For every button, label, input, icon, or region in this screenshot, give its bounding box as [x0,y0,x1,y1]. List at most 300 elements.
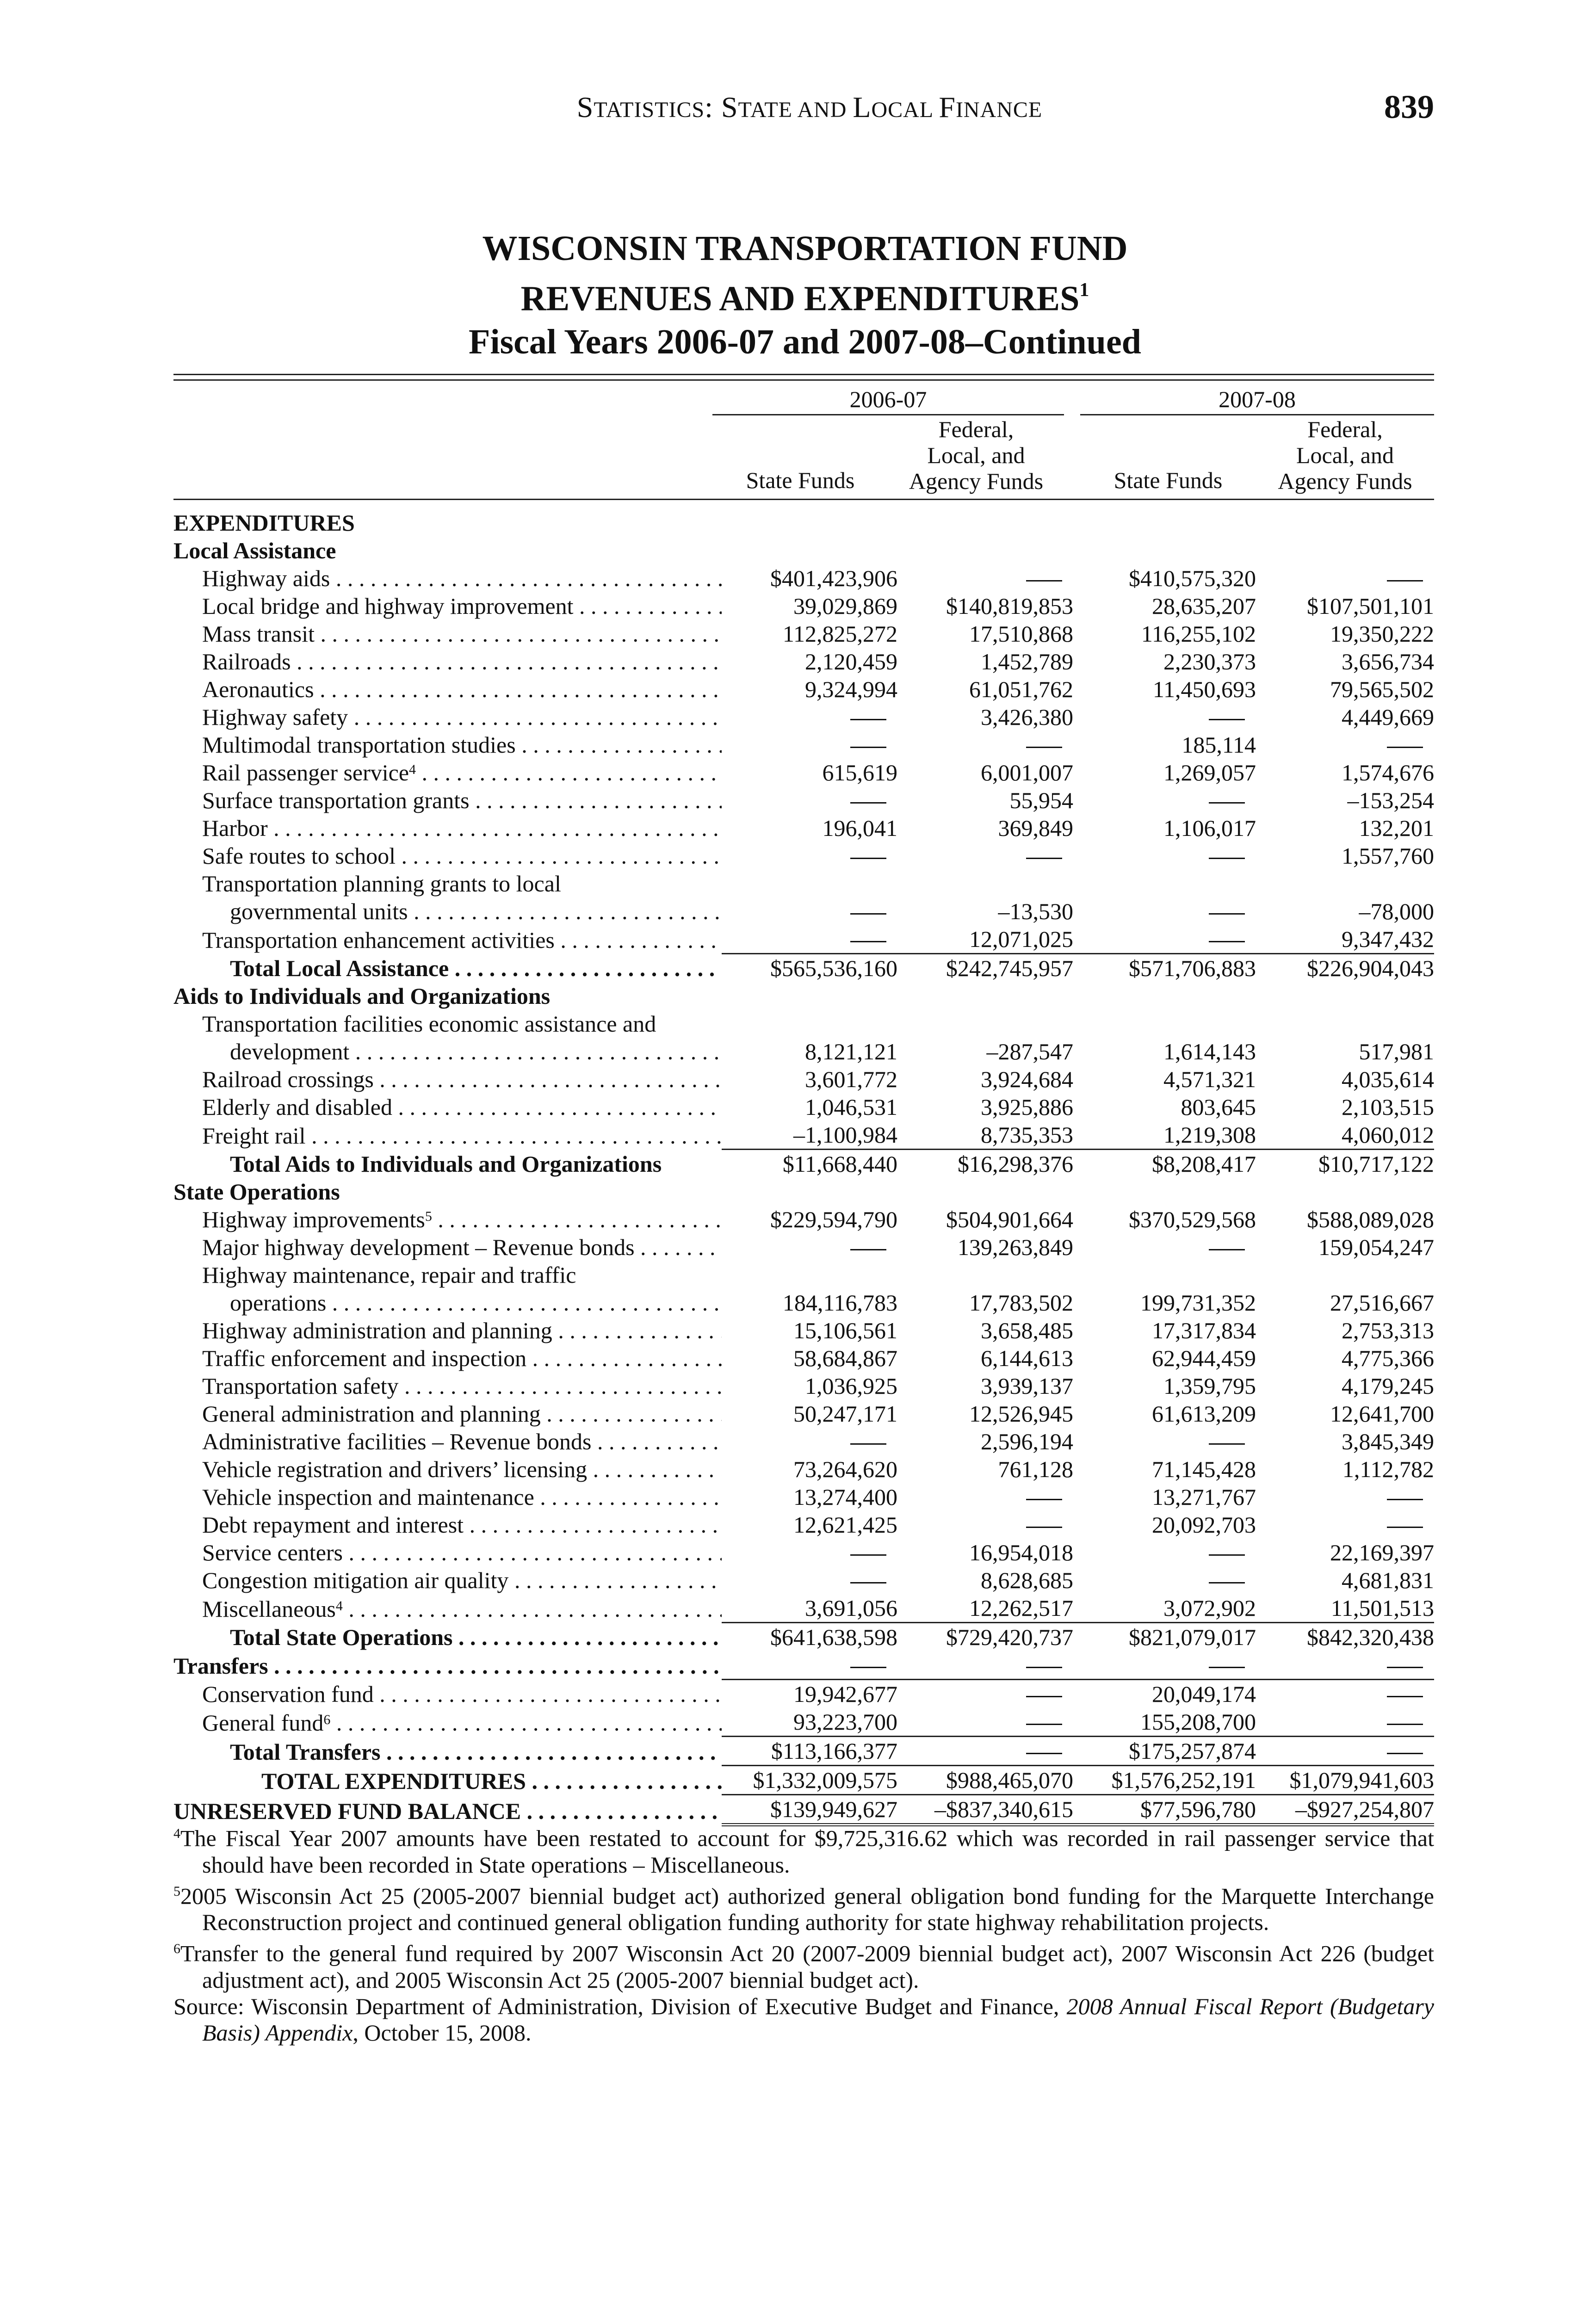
running-head: STATISTICS: STATE AND LOCAL FINANCE [576,91,1043,124]
cell-value [1256,1680,1434,1708]
title-line-2: REVENUES AND EXPENDITURES$^1$ [520,279,1089,318]
cell-value [722,1651,897,1680]
row-label: development . . . [173,1038,722,1065]
cell-value [1256,1261,1434,1289]
cell-value [1073,1178,1256,1206]
dash-placeholder [850,802,886,804]
cell-value [722,1539,897,1566]
page-number: 839 [1384,88,1434,125]
cell-value [1073,1010,1256,1038]
cell-value [897,1261,1073,1289]
cell-value: 116,255,102 [1141,621,1256,647]
cell-value: –13,530 [998,898,1073,924]
cell-value [897,537,1073,564]
dash-placeholder [1209,941,1245,942]
cell-value: –287,547 [986,1039,1073,1064]
dash-placeholder [1387,1696,1423,1697]
cell-value [897,982,1073,1010]
cell-value [1073,1539,1256,1566]
cell-value [722,982,897,1010]
table-row [173,1038,1434,1065]
table-row [173,509,1434,537]
cell-value: 12,526,945 [969,1401,1073,1427]
cell-value: 196,041 [822,815,897,841]
dash-placeholder [1026,1696,1062,1697]
table-row [173,1428,1434,1455]
cell-value: $565,536,160 [770,955,897,981]
row-label: Administrative facilities – Revenue bonds . . . [173,1428,722,1455]
cell-value: $139,949,627 [722,1795,897,1825]
cell-value [1073,925,1256,954]
cell-value: 4,035,614 [1342,1066,1434,1092]
cell-value [897,1178,1073,1206]
cell-value [1256,1708,1434,1737]
cell-value: $729,420,737 [946,1624,1073,1650]
row-label: Rail passenger service$^4$ . . . [173,759,722,786]
cell-value: 55,954 [1009,787,1073,813]
cell-value [897,1680,1073,1708]
cell-value [897,1511,1073,1539]
table-row [173,1344,1434,1372]
cell-value: 803,645 [1181,1094,1256,1120]
cell-value [1256,509,1434,537]
cell-value: 1,219,308 [1073,1121,1256,1150]
row-label: Debt repayment and interest . . . [173,1511,722,1539]
cell-value: 62,944,459 [1152,1345,1256,1371]
table-row [173,564,1434,592]
cell-value [1073,982,1256,1010]
cell-value: 15,106,561 [793,1317,897,1343]
dash-placeholder [1387,1753,1423,1754]
table-row [173,1178,1434,1206]
table-row [173,897,1434,925]
cell-value: –$927,254,807 [1256,1795,1434,1825]
cell-value: $1,332,009,575 [722,1766,897,1795]
row-label: TOTAL EXPENDITURES . . . [173,1766,722,1795]
row-label: Harbor . . . [173,814,722,842]
row-label: Total State Operations . . . [173,1623,722,1651]
cell-value: 1,359,795 [1163,1373,1256,1399]
table-row [173,1708,1434,1737]
cell-value: $10,717,122 [1318,1151,1434,1177]
dash-placeholder [850,1443,886,1445]
cell-value: 3,691,056 [722,1594,897,1623]
table-row [173,592,1434,620]
cell-value: 61,051,762 [969,676,1073,702]
cell-value [722,537,897,564]
cell-value [722,1178,897,1206]
dash-placeholder [1209,802,1245,804]
cell-value [1073,537,1256,564]
table-row [173,1511,1434,1539]
cell-value: 761,128 [998,1456,1073,1482]
cell-value: 139,263,849 [958,1234,1073,1260]
table-title [176,227,1434,364]
dash-placeholder [1387,1724,1423,1725]
cell-value [1256,1483,1434,1511]
cell-value [1073,703,1256,731]
table-row [173,1233,1434,1261]
dash-placeholder [1387,1499,1423,1500]
cell-value: 8,121,121 [805,1039,897,1064]
dash-placeholder [1026,1724,1062,1725]
row-label: Service centers . . . [173,1539,722,1566]
row-label: Vehicle registration and drivers’ licensing . . . [173,1455,722,1483]
cell-value: 3,924,684 [981,1066,1073,1092]
cell-value: 4,060,012 [1256,1121,1434,1150]
cell-value: 4,681,831 [1342,1567,1434,1593]
cell-value: 1,614,143 [1163,1039,1256,1064]
dash-placeholder [1209,1554,1245,1556]
row-label: Transportation safety . . . [173,1372,722,1400]
dash-placeholder [1209,719,1245,720]
row-label: Safe routes to school . . . [173,842,722,870]
footnote-5: $^5$2005 Wisconsin Act 25 (2005-2007 biennial budget act) authorized general obligation bond funding for the Marquette Interchange Reconstruction project and continued general obligation funding authority for state highway rehabilitation projects. [173,1883,1434,1936]
table-row [173,786,1434,814]
cell-value: 3,925,886 [981,1094,1073,1120]
row-label: Mass transit . . . [173,620,722,648]
row-label: Highway safety . . . [173,703,722,731]
cell-value: 13,274,400 [793,1484,897,1510]
table-row [173,1566,1434,1594]
cell-value: 185,114 [1182,732,1256,758]
cell-value: 2,120,459 [805,649,897,674]
cell-value: 20,092,703 [1152,1512,1256,1538]
expenditures-table [173,509,1434,1826]
header-state-funds-2006: State Funds [746,467,855,493]
cell-value [722,1261,897,1289]
cell-value: $16,298,376 [958,1151,1073,1177]
cell-value [1256,537,1434,564]
cell-value: 2,230,373 [1163,649,1256,674]
dash-placeholder [1209,858,1245,859]
cell-value: 6,001,007 [981,760,1073,785]
cell-value: $229,594,790 [770,1206,897,1232]
cell-value: 8,735,353 [897,1121,1073,1150]
year-rule-2007-08 [1080,414,1434,415]
table-row [173,1680,1434,1708]
table-row [173,1594,1434,1623]
cell-value: –$837,340,615 [897,1795,1073,1825]
dash-placeholder [1026,747,1062,748]
cell-value: 93,223,700 [722,1708,897,1737]
cell-value: 9,324,994 [805,676,897,702]
table-row [173,1121,1434,1150]
cell-value: 4,571,321 [1163,1066,1256,1092]
table-row [173,1623,1434,1651]
table-row [173,1261,1434,1289]
cell-value: 1,036,925 [805,1373,897,1399]
dash-placeholder [1026,858,1062,859]
row-label: Railroads . . . [173,648,722,675]
cell-value: 12,071,025 [897,925,1073,954]
row-label: Highway maintenance, repair and traffic [202,1262,576,1288]
cell-value [897,1708,1073,1737]
cell-value [1073,1428,1256,1455]
row-label: Traffic enforcement and inspection . . . [173,1344,722,1372]
cell-value: 19,942,677 [793,1681,897,1707]
table-row [173,1317,1434,1344]
cell-value [722,1233,897,1261]
row-label: Total Local Assistance . . . [173,954,722,983]
cell-value: 11,450,693 [1152,676,1256,702]
header-bottom-rule [173,499,1434,500]
cell-value: $77,596,780 [1073,1795,1256,1825]
table-row [173,1651,1434,1680]
top-rule-second [173,379,1434,381]
year-rule-2006-07 [712,414,1064,415]
cell-value [1073,1261,1256,1289]
cell-value: 8,628,685 [981,1567,1073,1593]
cell-value: $821,079,017 [1129,1624,1256,1650]
row-label: Freight rail . . . [173,1121,722,1150]
cell-value: 1,046,531 [805,1094,897,1120]
cell-value: 27,516,667 [1330,1290,1434,1316]
cell-value: $226,904,043 [1307,955,1434,981]
dash-placeholder [1387,580,1423,581]
cell-value [897,1651,1073,1680]
cell-value: 155,208,700 [1073,1708,1256,1737]
table-row [173,842,1434,870]
table-row [173,1065,1434,1093]
cell-value: 159,054,247 [1318,1234,1434,1260]
cell-value: 58,684,867 [793,1345,897,1371]
cell-value [722,870,897,897]
cell-value: $571,706,883 [1129,955,1256,981]
cell-value [722,1428,897,1455]
row-label: General administration and planning . . . [173,1400,722,1428]
table-row [173,1455,1434,1483]
cell-value [897,1483,1073,1511]
cell-value: $175,257,874 [1073,1737,1256,1766]
cell-value: 3,658,485 [981,1317,1073,1343]
cell-value: 71,145,428 [1152,1456,1256,1482]
cell-value: 73,264,620 [793,1456,897,1482]
table-row [173,1766,1434,1795]
cell-value [897,1010,1073,1038]
cell-value: $842,320,438 [1307,1624,1434,1650]
row-label: EXPENDITURES [173,510,355,536]
dash-placeholder [850,1582,886,1583]
row-label: Multimodal transportation studies . . . [173,731,722,759]
dash-placeholder [850,747,886,748]
cell-value [722,731,897,759]
row-label: Total Transfers . . . [173,1737,722,1766]
cell-value: 20,049,174 [1152,1681,1256,1707]
cell-value: 12,262,517 [897,1594,1073,1623]
dash-placeholder [850,941,886,942]
table-row [173,870,1434,897]
cell-value [1256,1010,1434,1038]
cell-value [1073,1233,1256,1261]
header-state-funds-2007: State Funds [1113,467,1223,493]
cell-value: 19,350,222 [1330,621,1434,647]
footnote-6: $^6$Transfer to the general fund required by 2007 Wisconsin Act 20 (2007-2009 biennial budget act), 2007 Wisconsin Act 226 (budget adjustment act), and 2005 Wisconsin Act 25 (2005-2007 biennial budget act). [173,1940,1434,1993]
cell-value [1073,786,1256,814]
row-label: Transfers . . . [173,1651,722,1680]
cell-value: 12,621,425 [793,1512,897,1538]
dash-placeholder [1026,1499,1062,1500]
cell-value [1256,731,1434,759]
cell-value: 17,510,868 [969,621,1073,647]
cell-value [722,897,897,925]
cell-value: 28,635,207 [1152,593,1256,619]
row-label: Aids to Individuals and Organizations [173,983,551,1009]
cell-value: –1,100,984 [722,1121,897,1150]
row-label: UNRESERVED FUND BALANCE . . . [173,1795,722,1825]
row-label: Highway administration and planning . . . [173,1317,722,1344]
header-federal-2006: Federal, Local, and Agency Funds [909,416,1044,494]
row-label: Elderly and disabled . . . [173,1093,722,1121]
cell-value: 615,619 [822,760,897,785]
cell-value: $107,501,101 [1307,593,1434,619]
cell-value: 112,825,272 [782,621,897,647]
row-label: General fund$^6$ . . . [173,1708,722,1737]
row-label: Local Assistance [173,538,336,563]
dash-placeholder [1026,1527,1062,1528]
cell-value [722,1566,897,1594]
cell-value: 17,317,834 [1152,1317,1256,1343]
cell-value: 199,731,352 [1140,1290,1256,1316]
table-row [173,925,1434,954]
cell-value: –153,254 [1347,787,1434,813]
cell-value [1256,1511,1434,1539]
cell-value: 3,656,734 [1342,649,1434,674]
dash-placeholder [850,719,886,720]
cell-value: 13,271,767 [1152,1484,1256,1510]
cell-value: $11,668,440 [782,1151,897,1177]
cell-value: $988,465,070 [897,1766,1073,1795]
cell-value: 16,954,018 [969,1540,1073,1565]
cell-value: $588,089,028 [1307,1206,1434,1232]
cell-value: $242,745,957 [946,955,1073,981]
cell-value: 17,783,502 [969,1290,1073,1316]
footnotes [173,1820,1434,2046]
row-label: Surface transportation grants . . . [173,786,722,814]
cell-value: 1,452,789 [981,649,1073,674]
cell-value: 3,072,902 [1073,1594,1256,1623]
cell-value: 3,426,380 [981,704,1073,730]
row-label: Conservation fund . . . [173,1680,722,1708]
row-label: Major highway development – Revenue bonds . . . [173,1233,722,1261]
table-row [173,731,1434,759]
dash-placeholder [1387,747,1423,748]
dash-placeholder [1209,1249,1245,1250]
cell-value: 3,601,772 [805,1066,897,1092]
dash-placeholder [1387,1527,1423,1528]
cell-value: $113,166,377 [722,1737,897,1766]
dash-placeholder [850,1554,886,1556]
table-row [173,1483,1434,1511]
dash-placeholder [1026,1753,1062,1754]
cell-value: 1,112,782 [1342,1456,1434,1482]
row-label: Highway aids . . . [173,564,722,592]
row-label: Highway improvements$^5$ . . . [173,1206,722,1233]
cell-value [1073,870,1256,897]
table-row [173,648,1434,675]
title-line-3: Fiscal Years 2006-07 and 2007-08–Continued [469,322,1141,362]
cell-value: 3,939,137 [981,1373,1073,1399]
cell-value: 22,169,397 [1330,1540,1434,1565]
cell-value: 12,641,700 [1330,1401,1434,1427]
cell-value [1073,842,1256,870]
dash-placeholder [1209,1582,1245,1583]
dash-placeholder [850,858,886,859]
cell-value [1073,509,1256,537]
row-label: operations . . . [173,1289,722,1317]
table-row [173,537,1434,564]
cell-value: 39,029,869 [793,593,897,619]
cell-value: 132,201 [1359,815,1434,841]
cell-value: 1,574,676 [1342,760,1434,785]
dash-placeholder [1026,1667,1062,1668]
row-label: Transportation enhancement activities . . . [173,925,722,954]
table-row [173,1150,1434,1178]
cell-value: 2,103,515 [1342,1094,1434,1120]
source-note: Source: Wisconsin Department of Administration, Division of Executive Budget and Finance, 2008 Annual Fiscal Report (Budgetary Basis) Appendix, October 15, 2008. [173,1993,1434,2046]
dash-placeholder [850,1249,886,1250]
cell-value [1256,1737,1434,1766]
row-label: Miscellaneous$^4$ . . . [173,1594,722,1623]
cell-value [1073,1566,1256,1594]
table-row [173,982,1434,1010]
cell-value: 61,613,209 [1152,1401,1256,1427]
table-row [173,954,1434,983]
header-federal-2007: Federal, Local, and Agency Funds [1278,416,1412,494]
row-label: Congestion mitigation air quality . . . [173,1566,722,1594]
cell-value: 1,269,057 [1163,760,1256,785]
cell-value: 184,116,783 [782,1290,897,1316]
cell-value: 4,775,366 [1342,1345,1434,1371]
cell-value: 1,106,017 [1163,815,1256,841]
cell-value [1256,564,1434,592]
table-row [173,1206,1434,1233]
cell-value [1073,1651,1256,1680]
cell-value: $410,575,320 [1129,565,1256,591]
cell-value [897,842,1073,870]
cell-value: 50,247,171 [793,1401,897,1427]
cell-value: 4,449,669 [1342,704,1434,730]
cell-value [1073,897,1256,925]
row-label: Transportation facilities economic assistance and [202,1011,656,1037]
table-row [173,675,1434,703]
cell-value [1256,870,1434,897]
row-label: Railroad crossings . . . [173,1065,722,1093]
row-label: Total Aids to Individuals and Organizations [230,1151,662,1177]
cell-value: –78,000 [1359,898,1434,924]
cell-value: $641,638,598 [770,1624,897,1650]
cell-value: 3,845,349 [1342,1429,1434,1454]
dash-placeholder [850,1667,886,1668]
cell-value [897,870,1073,897]
cell-value: $1,079,941,603 [1256,1766,1434,1795]
cell-value: 79,565,502 [1330,676,1434,702]
table-row [173,759,1434,786]
title-line-1: WISCONSIN TRANSPORTATION FUND [482,229,1128,268]
cell-value: 369,849 [998,815,1073,841]
cell-value [722,509,897,537]
cell-value [722,703,897,731]
dash-placeholder [1209,913,1245,915]
footnote-4: $^4$The Fiscal Year 2007 amounts have been restated to account for $9,725,316.62 which was recorded in rail passenger service that should have been recorded in State operations – Miscellaneous. [173,1825,1434,1878]
cell-value: 2,753,313 [1342,1317,1434,1343]
row-label: State Operations [173,1179,340,1205]
cell-value: $504,901,664 [946,1206,1073,1232]
cell-value [1256,1651,1434,1680]
table-row [173,1289,1434,1317]
cell-value: 2,596,194 [981,1429,1073,1454]
table-row [173,620,1434,648]
